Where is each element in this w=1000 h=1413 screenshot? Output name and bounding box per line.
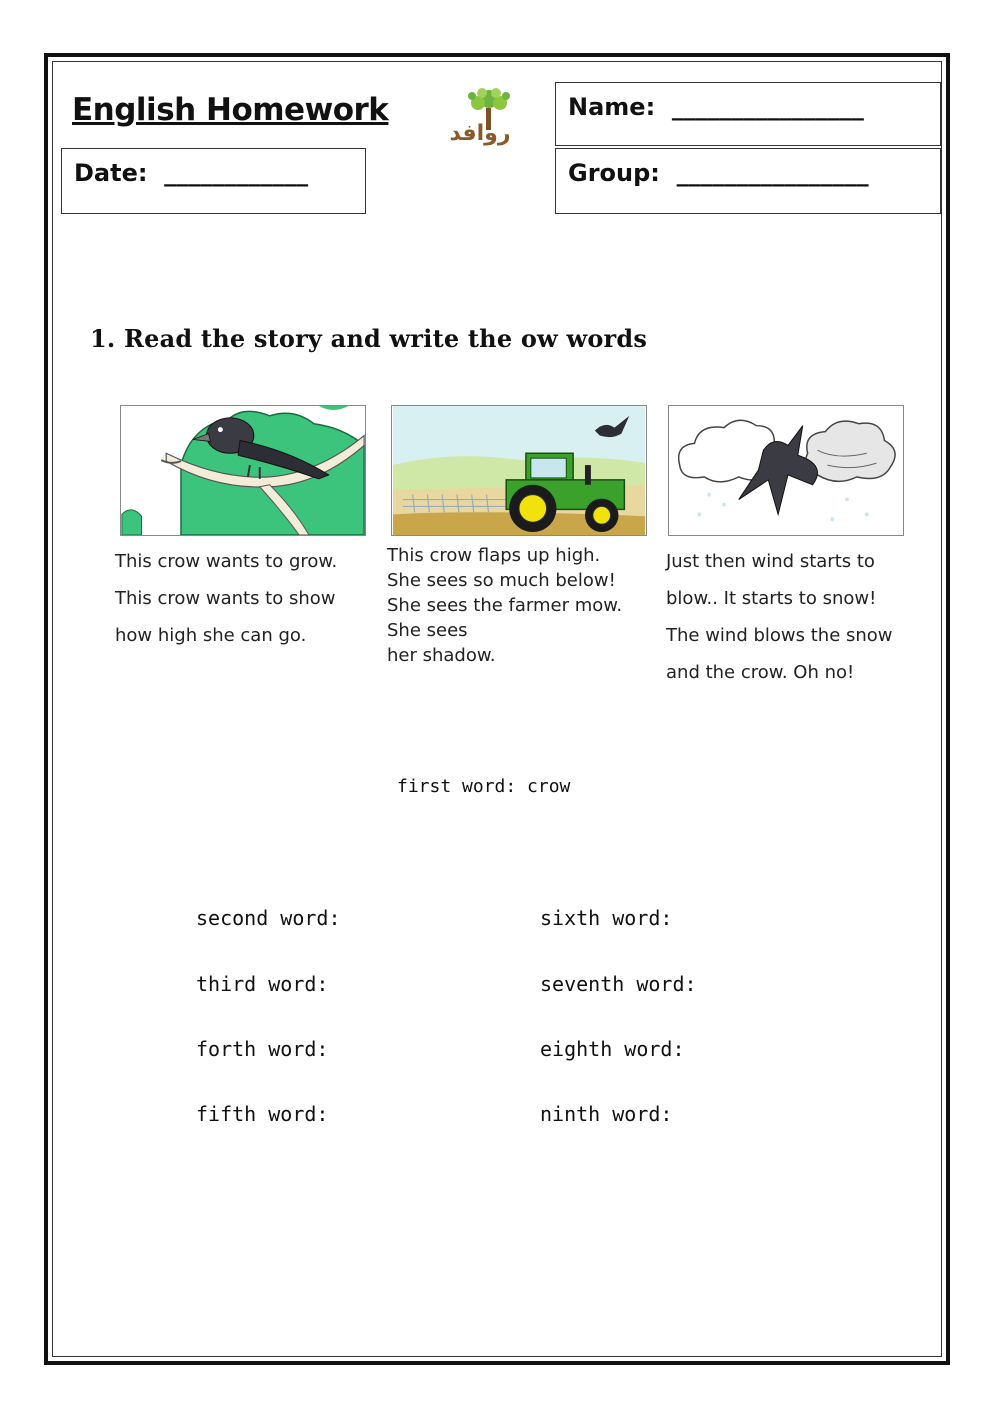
- date-box[interactable]: [61, 148, 366, 214]
- exercise-title: 1. Read the story and write the ow words: [90, 324, 648, 353]
- story-2-line-3: She sees the farmer mow.: [387, 595, 623, 616]
- seventh-word-label[interactable]: seventh word:: [540, 972, 697, 996]
- date-label: Date: ____________: [74, 159, 309, 187]
- story-3-line-3: The wind blows the snow: [666, 625, 893, 646]
- story-image-1: [120, 405, 366, 536]
- group-box[interactable]: [555, 148, 941, 214]
- group-label: Group: ________________: [568, 159, 869, 187]
- story-text-2: [387, 543, 622, 668]
- sixth-word-label[interactable]: sixth word:: [540, 906, 673, 930]
- story-2-line-4: She sees: [387, 620, 468, 641]
- third-word-label[interactable]: third word:: [196, 972, 329, 996]
- ninth-word-label[interactable]: ninth word:: [540, 1102, 673, 1126]
- page-inner-border: [52, 61, 942, 1357]
- story-image-3: [668, 405, 904, 536]
- page-title: English Homework: [72, 92, 389, 128]
- eighth-word-label[interactable]: eighth word:: [540, 1037, 685, 1061]
- name-box[interactable]: [555, 82, 941, 146]
- story-3-line-1: Just then wind starts to: [666, 551, 875, 572]
- story-2-line-5: her shadow.: [387, 645, 496, 666]
- story-3-line-4: and the crow. Oh no!: [666, 662, 855, 683]
- forth-word-label[interactable]: forth word:: [196, 1037, 329, 1061]
- school-logo: [432, 84, 524, 148]
- second-word-label[interactable]: second word:: [196, 906, 341, 930]
- story-3-line-2: blow.. It starts to snow!: [666, 588, 877, 609]
- story-image-2: [391, 405, 647, 536]
- story-text-1: [115, 543, 337, 654]
- name-label: Name: ________________: [568, 93, 864, 121]
- story-1-line-2: This crow wants to show: [115, 588, 336, 609]
- story-2-line-2: She sees so much below!: [387, 570, 616, 591]
- story-1-line-1: This crow wants to grow.: [115, 551, 338, 572]
- fifth-word-label[interactable]: fifth word:: [196, 1102, 329, 1126]
- logo-text: روافد: [449, 121, 511, 146]
- story-text-3: [666, 543, 893, 691]
- story-1-line-3: how high she can go.: [115, 625, 307, 646]
- first-word-example: first word: crow: [397, 776, 571, 797]
- story-2-line-1: This crow flaps up high.: [387, 545, 601, 566]
